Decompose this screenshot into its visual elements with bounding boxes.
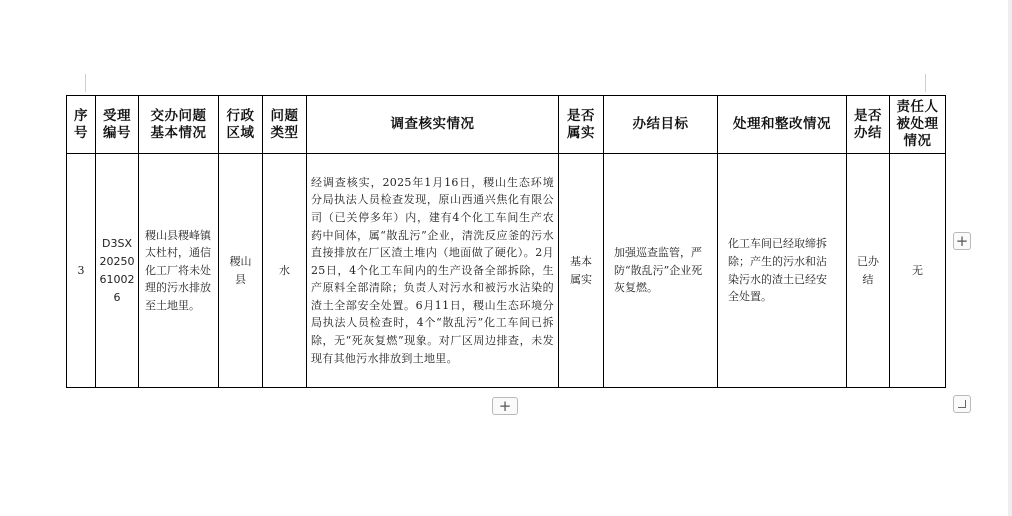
cell-goal[interactable] xyxy=(604,154,718,388)
margin-corner-mark xyxy=(925,74,926,92)
header-cell-type[interactable]: 问题类型 xyxy=(263,96,307,154)
cell-accountability[interactable] xyxy=(890,154,946,388)
header-cell-verified[interactable]: 是否属实 xyxy=(559,96,604,154)
cell-rectification[interactable] xyxy=(718,154,847,388)
verified-text: 基本属实 xyxy=(570,254,592,286)
header-cell-problem[interactable]: 交办问题基本情况 xyxy=(139,96,219,154)
header-cell-seq[interactable]: 序号 xyxy=(67,96,96,154)
goal-text: 加强巡查监管，严防“散乱污”企业死灰复燃。 xyxy=(614,246,703,295)
cell-type[interactable] xyxy=(263,154,307,388)
type-text: 水 xyxy=(279,263,290,277)
accountability-text: 无 xyxy=(912,263,923,277)
cell-verified[interactable] xyxy=(559,154,604,388)
investigation-text: 经调查核实，2025年1月16日，稷山生态环境分局执法人员检查发现，原山西通兴焦化有限公司（已关停多年）内，建有4个化工车间生产农药中间体，属“散乱污”企业，清洗反应釜的污水直接排放在厂区渣土堆内（地面做了硬化）。2月25日，4个化工车间内的生产设备全部拆除，生产原料全部清除；负责人对污水和被污水沾染的渣土全部安全处置。6月11日，稷山生态环境分局执法人员检查时，4个“散乱污”化工车间已拆除，无“死灰复燃”现象。对厂区周边排查，未发现有其他污水排放到土地里。 xyxy=(311,175,554,365)
cell-problem[interactable] xyxy=(139,154,219,388)
header-cell-region[interactable]: 行政区域 xyxy=(219,96,263,154)
resize-corner-icon xyxy=(958,400,966,408)
region-text: 稷山县 xyxy=(229,254,252,286)
seq-text: 3 xyxy=(77,263,85,277)
table-header-row xyxy=(67,96,946,154)
margin-corner-mark xyxy=(85,74,86,92)
add-column-button[interactable] xyxy=(953,232,971,250)
header-cell-closed[interactable]: 是否办结 xyxy=(847,96,890,154)
cell-seq[interactable] xyxy=(67,154,96,388)
rectification-text: 化工车间已经取缔拆除；产生的污水和沾染污水的渣土已经安全处置。 xyxy=(728,237,827,304)
header-cell-case-id[interactable]: 受理编号 xyxy=(96,96,139,154)
header-cell-investigation[interactable]: 调查核实情况 xyxy=(307,96,559,154)
closed-text: 已办结 xyxy=(857,254,879,286)
plus-icon: + xyxy=(955,231,969,250)
plus-icon: + xyxy=(498,396,512,415)
header-cell-rectification[interactable]: 处理和整改情况 xyxy=(718,96,847,154)
cell-investigation[interactable] xyxy=(307,154,559,388)
table-resize-handle[interactable] xyxy=(953,395,971,413)
header-cell-goal[interactable]: 办结目标 xyxy=(604,96,718,154)
add-row-button[interactable] xyxy=(492,397,518,415)
table-row xyxy=(67,154,946,388)
cell-case-id[interactable] xyxy=(96,154,139,388)
case-id-text: D3SX20250610026 xyxy=(99,236,135,304)
page-edge xyxy=(1008,0,1012,516)
cell-closed[interactable] xyxy=(847,154,890,388)
header-cell-accountability[interactable]: 责任人被处理情况 xyxy=(890,96,946,154)
supervision-case-table[interactable] xyxy=(66,95,946,388)
cell-region[interactable] xyxy=(219,154,263,388)
problem-text: 稷山县稷峰镇太杜村，通信化工厂将未处理的污水排放至土地里。 xyxy=(145,228,211,312)
